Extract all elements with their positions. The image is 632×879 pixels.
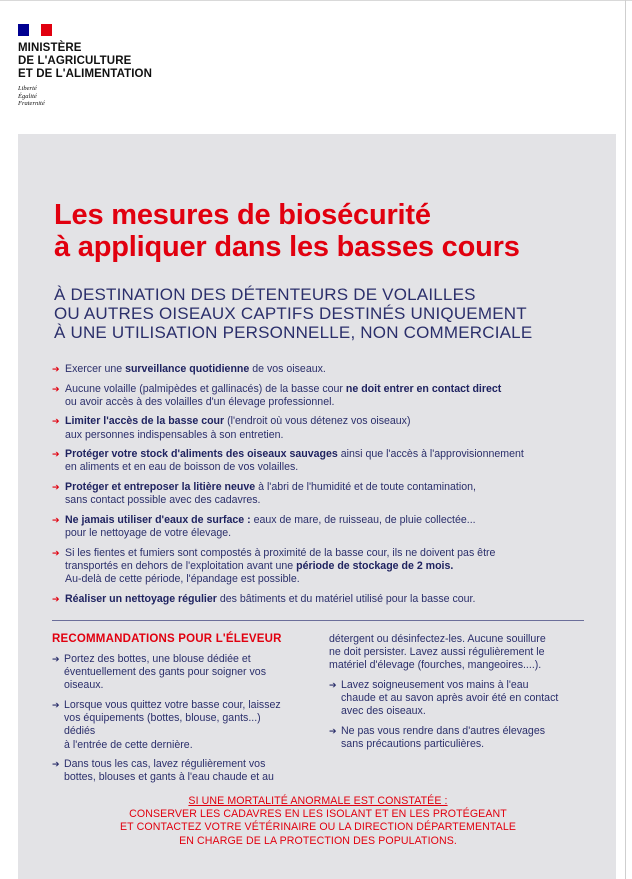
recommendation-text: Portez des bottes, une blouse dédiée et — [64, 653, 251, 665]
measure-emphasis: Protéger votre stock d'aliments des oiseaux sauvages — [65, 448, 338, 461]
flag-icon — [18, 24, 52, 36]
recommendation-text: sans précautions particulières. — [341, 738, 485, 751]
recommendation-item — [329, 679, 579, 719]
recommendation-text: à l'entrée de cette dernière. — [64, 738, 193, 751]
measure-emphasis: période de stockage de 2 mois. — [296, 559, 454, 572]
measure-text: (l'endroit où vous détenez vos oiseaux) — [224, 415, 411, 428]
recommendation-item — [52, 758, 292, 784]
measure-emphasis: surveillance quotidienne — [125, 363, 250, 375]
measures-list — [52, 363, 592, 612]
alert-heading: SI UNE MORTALITÉ ANORMALE EST CONSTATÉE : — [188, 795, 448, 807]
recommendations-left-column — [52, 653, 292, 791]
page-subtitle — [54, 285, 614, 342]
arrow-right-icon: ➔ — [52, 416, 60, 427]
measure-item — [52, 593, 592, 606]
alert-line: ET CONTACTEZ VOTRE VÉTÉRINAIRE OU LA DIRECTION DÉPARTEMENTALE — [120, 821, 516, 834]
measure-text: ou avoir accès à des volailles d'un élevage professionnel. — [65, 395, 335, 408]
measure-text: transportés en dehors de l'exploitation avant une — [65, 559, 297, 572]
ministry-name — [18, 42, 152, 81]
recommendation-text: bottes, blouses et gants à l'eau chaude et au — [64, 771, 274, 784]
arrow-right-icon: ➔ — [52, 383, 60, 394]
measure-text: sans contact possible avec des cadavres. — [65, 494, 261, 507]
ministry-logo — [18, 24, 152, 108]
measure-emphasis: Ne jamais utiliser d'eaux de surface : — [65, 513, 251, 526]
ministry-line: ET DE L'ALIMENTATION — [18, 68, 152, 80]
recommendation-text: oiseaux. — [64, 679, 104, 692]
recommendation-continuation — [329, 633, 579, 673]
measure-item — [52, 481, 592, 507]
subtitle-line: OU AUTRES OISEAUX CAPTIFS DESTINÉS UNIQUEMENT — [54, 304, 527, 323]
recommendation-text: Dans tous les cas, lavez régulièrement vos — [64, 758, 266, 771]
recommendation-text: détergent ou désinfectez-les. Aucune souillure — [329, 633, 546, 645]
recommendation-text: Ne pas vous rendre dans d'autres élevages — [341, 725, 546, 737]
measure-item — [52, 383, 592, 409]
measure-emphasis: Protéger et entreposer la litière neuve — [65, 480, 256, 493]
title-line: à appliquer dans les basses cours — [54, 231, 520, 263]
measure-text: eaux de mare, de ruisseau, de pluie collectée... — [250, 513, 476, 526]
measure-text: Exercer une — [65, 363, 126, 375]
recommendation-text: vos équipements (bottes, blouse, gants...) dédiés — [64, 712, 261, 738]
page-title — [54, 199, 614, 263]
measure-emphasis: ne doit entrer en contact direct — [345, 382, 502, 395]
measure-item — [52, 448, 592, 474]
page-edge — [625, 0, 626, 879]
measure-item — [52, 547, 592, 587]
measure-item — [52, 415, 592, 441]
recommendation-item — [52, 653, 292, 693]
mortality-alert — [52, 795, 584, 848]
recommendation-text: ne doit persister. Lavez aussi régulièrement le — [329, 646, 545, 659]
measure-text: de vos oiseaux. — [249, 363, 326, 375]
arrow-right-icon: ➔ — [52, 759, 60, 770]
arrow-right-icon: ➔ — [52, 654, 60, 664]
recommendation-text: Lavez soigneusement vos mains à l'eau — [341, 679, 529, 691]
ministry-line: MINISTÈRE — [18, 42, 82, 54]
arrow-right-icon: ➔ — [52, 593, 60, 604]
recommendation-text: matériel d'élevage (fourches, mangeoires....). — [329, 659, 542, 672]
recommendation-item — [329, 725, 579, 751]
section-divider — [52, 620, 584, 621]
motto — [18, 85, 152, 108]
measure-text: en aliments et en eau de boisson de vos volailles. — [65, 461, 299, 474]
arrow-right-icon: ➔ — [52, 547, 60, 558]
ministry-line: DE L'AGRICULTURE — [18, 55, 132, 67]
measure-text: Aucune volaille (palmipèdes et gallinacés) de la basse cour — [65, 382, 346, 395]
motto-line: Liberté — [18, 85, 37, 92]
measure-text: pour le nettoyage de votre élevage. — [65, 526, 232, 539]
measure-emphasis: Réaliser un nettoyage régulier — [65, 592, 217, 605]
measure-text: ainsi que l'accès à l'approvisionnement — [337, 448, 524, 461]
measure-text: des bâtiments et du matériel utilisé pour la basse cour. — [216, 592, 476, 605]
arrow-right-icon: ➔ — [52, 364, 60, 374]
measure-text: à l'abri de l'humidité et de toute contamination, — [255, 480, 476, 493]
subtitle-line: À DESTINATION DES DÉTENTEURS DE VOLAILLES — [54, 285, 476, 304]
alert-line: CONSERVER LES CADAVRES EN LES ISOLANT ET EN LES PROTÉGEANT — [129, 808, 507, 821]
measure-text: Si les fientes et fumiers sont compostés à proximité de la basse cour, ils ne doivent pas être — [65, 546, 496, 559]
recommendation-text: Lorsque vous quittez votre basse cour, laissez — [64, 699, 281, 711]
motto-line: Fraternité — [18, 100, 45, 107]
motto-line: Égalité — [18, 92, 37, 100]
subtitle-line: À UNE UTILISATION PERSONNELLE, NON COMMERCIALE — [54, 323, 533, 342]
arrow-right-icon: ➔ — [329, 680, 337, 690]
arrow-right-icon: ➔ — [52, 514, 60, 525]
title-line: Les mesures de biosécurité — [54, 199, 431, 231]
arrow-right-icon: ➔ — [329, 726, 337, 736]
recommendation-text: chaude et au savon après avoir été en contact — [341, 692, 559, 705]
measure-text: Au-delà de cette période, l'épandage est possible. — [65, 572, 300, 585]
recommendations-title: RECOMMANDATIONS POUR L'ÉLEVEUR — [52, 633, 282, 645]
top-rule — [0, 0, 632, 1]
measure-emphasis: Limiter l'accès de la basse cour — [65, 415, 225, 428]
recommendation-text: éventuellement des gants pour soigner vos — [64, 666, 266, 679]
measure-item — [52, 514, 592, 540]
recommendation-text: avec des oiseaux. — [341, 705, 426, 718]
measure-text: aux personnes indispensables à son entretien. — [65, 428, 284, 441]
arrow-right-icon: ➔ — [52, 481, 60, 492]
recommendations-right-column — [329, 633, 579, 758]
arrow-right-icon: ➔ — [52, 700, 60, 710]
alert-line: EN CHARGE DE LA PROTECTION DES POPULATIONS. — [179, 834, 457, 847]
arrow-right-icon: ➔ — [52, 449, 60, 460]
recommendation-item — [52, 699, 292, 752]
measure-item — [52, 363, 592, 376]
